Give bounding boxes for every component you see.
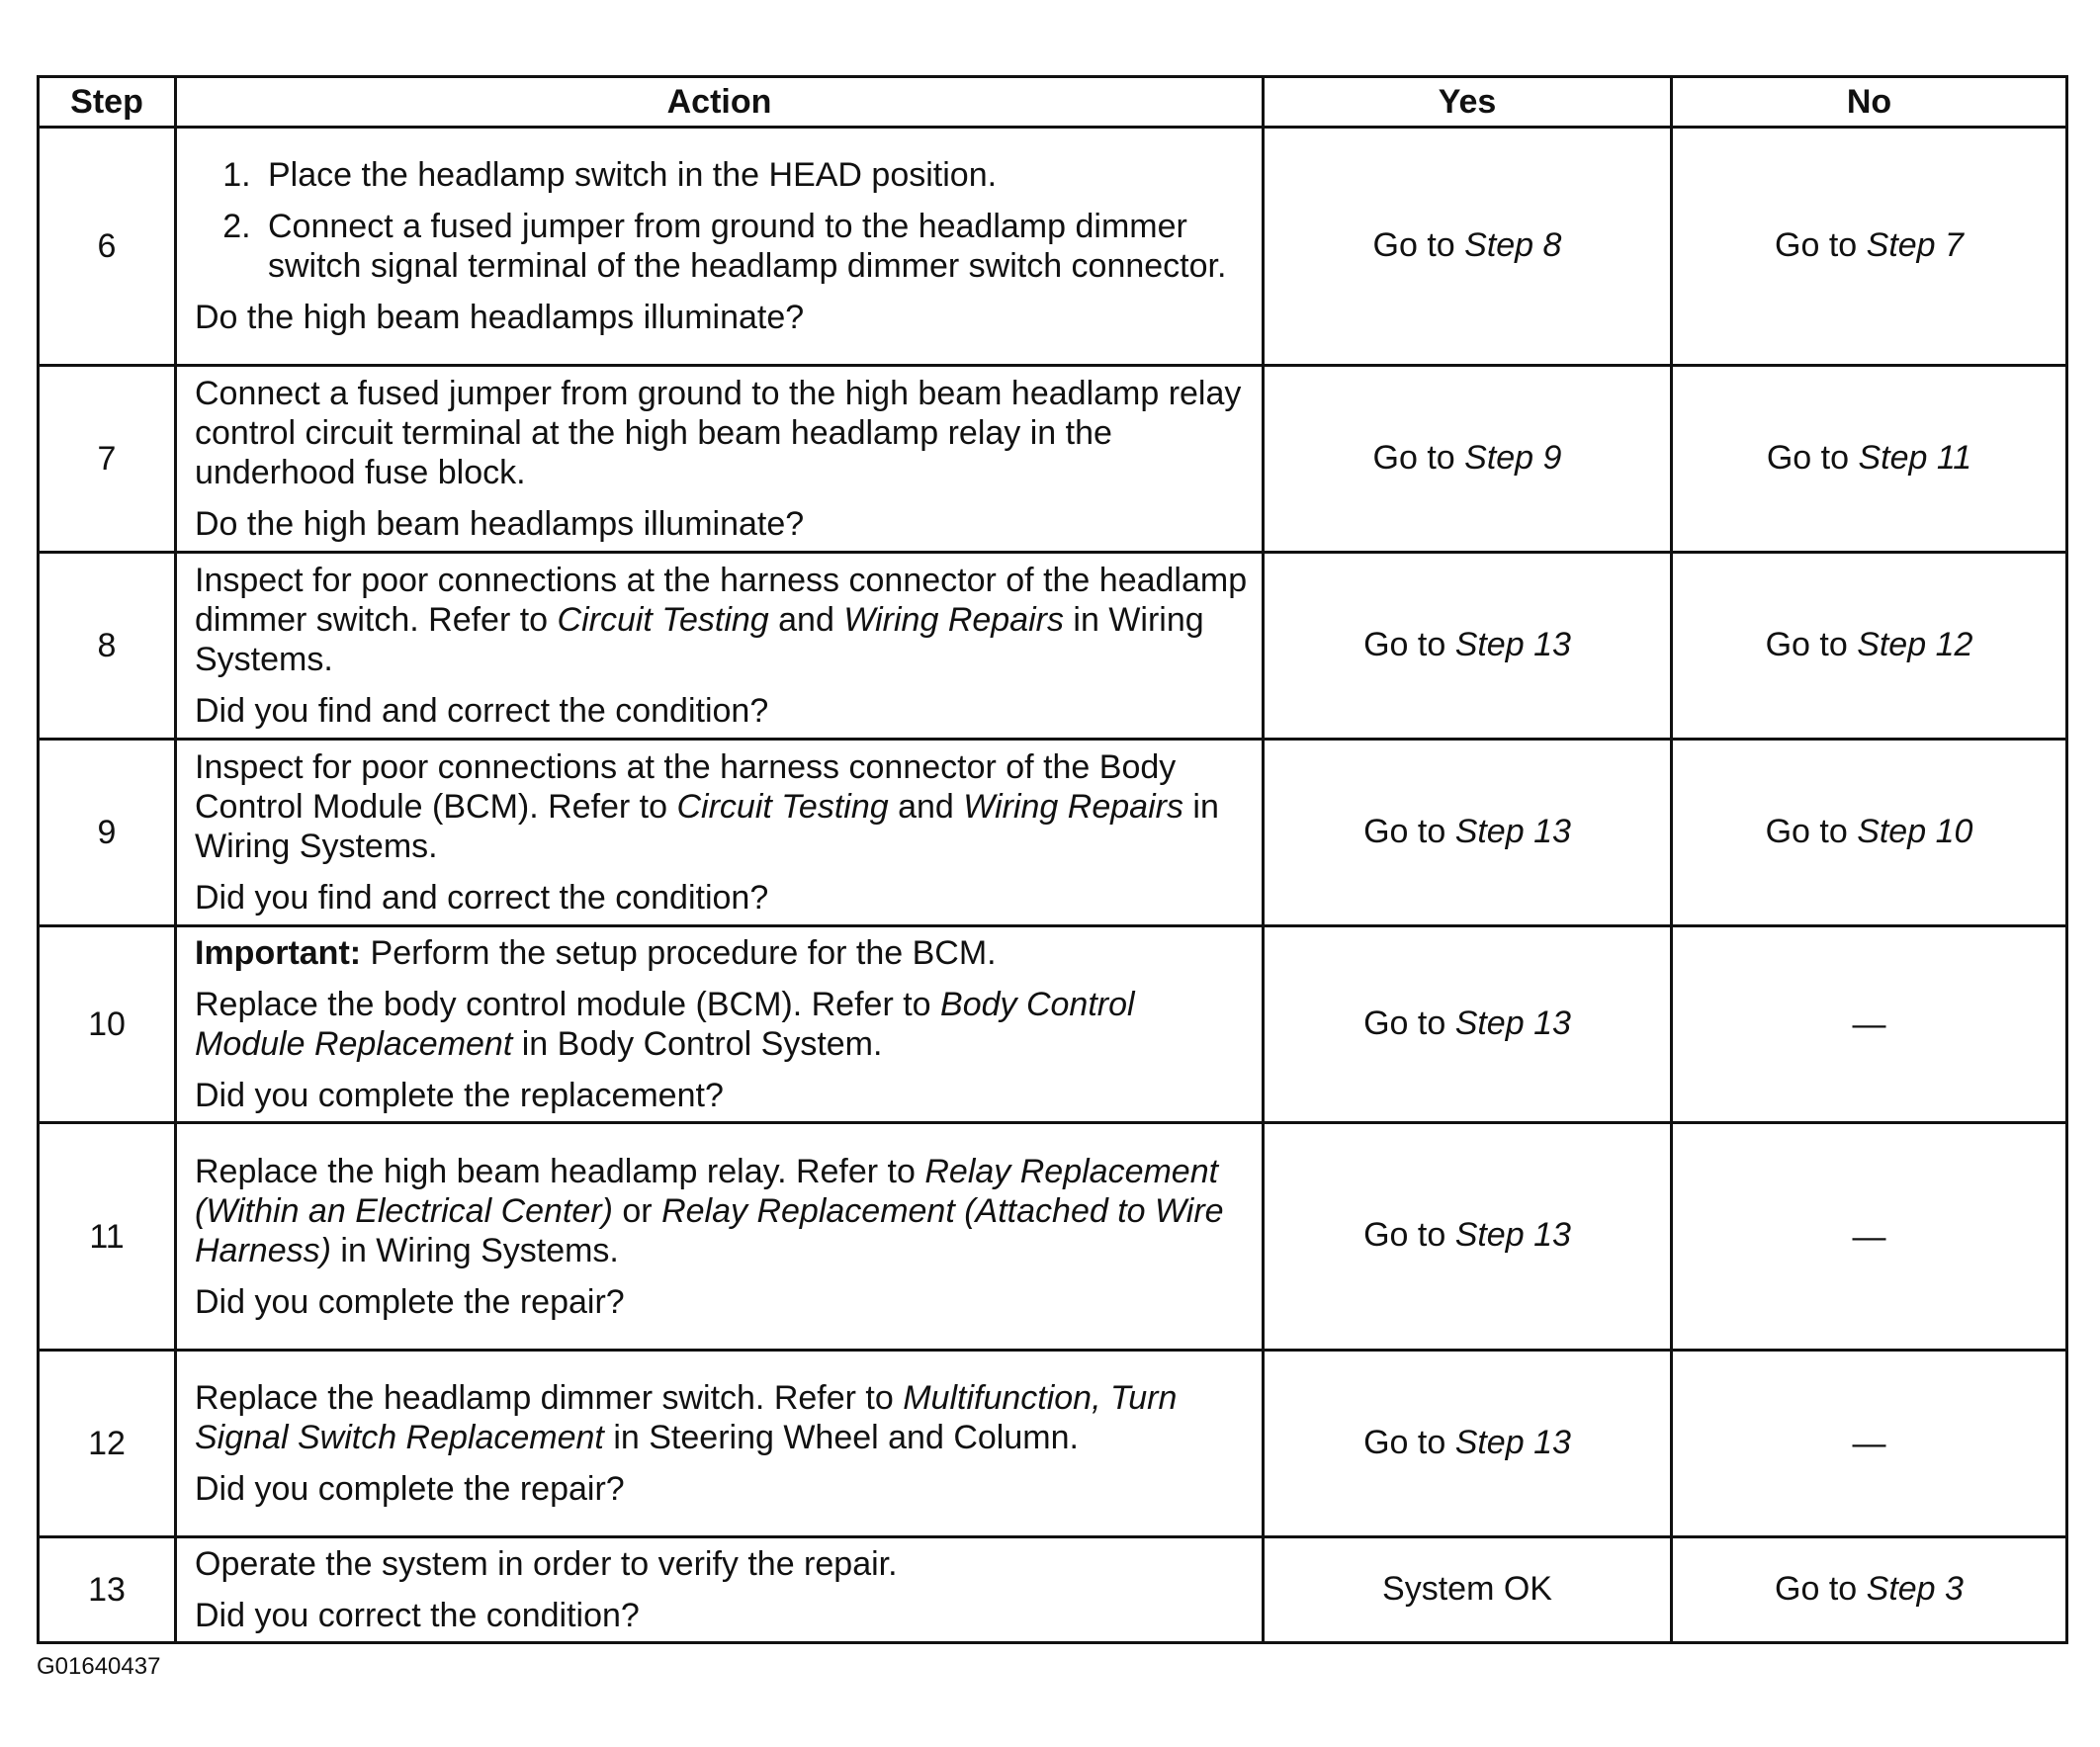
table-row <box>39 553 2067 740</box>
no-step-link[interactable]: Step 10 <box>1857 812 1973 850</box>
step-number: 6 <box>39 128 176 366</box>
yes-step-link[interactable]: Step 13 <box>1454 1423 1571 1461</box>
text-run: Replace the body control module (BCM). Refer to <box>195 986 941 1023</box>
text-run: in Steering Wheel and Column. <box>603 1419 1079 1456</box>
yes-cell <box>1264 926 1672 1123</box>
text-run: and <box>768 601 844 639</box>
action-text <box>195 1378 1250 1457</box>
yes-step-link[interactable]: Step 13 <box>1454 812 1571 850</box>
action-question: Did you complete the repair? <box>195 1282 625 1321</box>
action-question: Did you find and correct the condition? <box>195 692 769 730</box>
action-question: Do the high beam headlamps illuminate? <box>195 299 805 336</box>
reference-link[interactable]: Circuit Testing <box>557 601 769 639</box>
action-subitem: 1. Place the headlamp switch in the HEAD position. <box>260 155 1250 195</box>
no-cell <box>1672 1537 2067 1643</box>
text-run: Inspect for poor connections at the harness connector of the headlamp dimmer switch. Refer to <box>195 562 1248 639</box>
action-text <box>195 747 1250 866</box>
no-prefix: Go to <box>1775 225 1867 264</box>
text-run: or <box>612 1191 662 1230</box>
step-number: 10 <box>39 926 176 1123</box>
action-cell <box>176 553 1264 740</box>
reference-link[interactable]: Body Control Module Replacement <box>195 986 1135 1063</box>
text-run: in Wiring Systems. <box>195 788 1219 865</box>
yes-step-link[interactable]: Step 13 <box>1454 1004 1571 1042</box>
no-step-link[interactable]: Step 11 <box>1858 438 1972 477</box>
no-step-link[interactable]: Step 7 <box>1866 225 1964 264</box>
reference-link[interactable]: Wiring Repairs <box>963 788 1183 826</box>
no-step-link[interactable]: Step 3 <box>1866 1569 1964 1608</box>
yes-step-link[interactable]: Step 8 <box>1464 225 1562 264</box>
reference-link[interactable]: Relay Replacement (Attached to Wire Harness) <box>195 1191 1224 1269</box>
important-note <box>195 933 1250 973</box>
step-number: 13 <box>39 1537 176 1643</box>
action-cell <box>176 926 1264 1123</box>
yes-step-link[interactable]: Step 13 <box>1454 625 1571 663</box>
yes-cell <box>1264 553 1672 740</box>
yes-prefix: Go to <box>1363 1004 1455 1042</box>
action-cell <box>176 1537 1264 1643</box>
action-question: Did you complete the replacement? <box>195 1077 724 1114</box>
action-text <box>195 985 1250 1064</box>
reference-link[interactable]: Circuit Testing <box>676 788 889 826</box>
action-text <box>195 1152 1250 1270</box>
no-prefix: Go to <box>1766 438 1859 477</box>
no-cell: — <box>1672 926 2067 1123</box>
text-run: and <box>888 788 964 826</box>
table-row <box>39 740 2067 926</box>
yes-step-link[interactable]: Step 13 <box>1454 1216 1571 1254</box>
table-row <box>39 926 2067 1123</box>
table-row <box>39 1537 2067 1643</box>
text-run: in Wiring Systems. <box>195 601 1204 678</box>
header-step: Step <box>39 77 176 128</box>
no-cell <box>1672 740 2067 926</box>
important-text: Perform the setup procedure for the BCM. <box>361 934 997 972</box>
important-label: Important: <box>195 934 362 972</box>
no-cell <box>1672 553 2067 740</box>
step-number: 7 <box>39 366 176 553</box>
header-no: No <box>1672 77 2067 128</box>
yes-prefix: Go to <box>1363 625 1455 663</box>
yes-step-link[interactable]: Step 9 <box>1464 438 1562 477</box>
no-prefix: Go to <box>1775 1569 1867 1608</box>
yes-cell <box>1264 740 1672 926</box>
step-number: 12 <box>39 1351 176 1537</box>
action-question: Did you correct the condition? <box>195 1597 640 1634</box>
figure-id: G01640437 <box>37 1653 161 1680</box>
action-sublist <box>195 155 1250 286</box>
header-yes: Yes <box>1264 77 1672 128</box>
diagnostic-table <box>37 75 2068 1644</box>
action-subitem: 2. Connect a fused jumper from ground to the headlamp dimmer switch signal terminal of the headlamp dimmer switch connector. <box>260 207 1250 286</box>
action-text: Operate the system in order to verify the repair. <box>195 1545 898 1583</box>
table-row <box>39 366 2067 553</box>
yes-cell <box>1264 1351 1672 1537</box>
action-question: Did you complete the repair? <box>195 1470 625 1508</box>
reference-link[interactable]: Relay Replacement (Within an Electrical Center) <box>195 1152 1219 1230</box>
action-cell <box>176 740 1264 926</box>
no-step-link[interactable]: Step 12 <box>1857 625 1973 663</box>
action-cell <box>176 128 1264 366</box>
no-cell <box>1672 366 2067 553</box>
text-run: Replace the headlamp dimmer switch. Refer to <box>195 1379 904 1417</box>
action-cell <box>176 1123 1264 1351</box>
reference-link[interactable]: Wiring Repairs <box>843 601 1064 639</box>
yes-prefix: Go to <box>1363 812 1455 850</box>
text-run: Inspect for poor connections at the harness connector of the Body Control Module (BCM). Refer to <box>195 748 1177 826</box>
yes-cell <box>1264 1123 1672 1351</box>
yes-cell <box>1264 366 1672 553</box>
action-question: Do the high beam headlamps illuminate? <box>195 505 805 543</box>
step-number: 11 <box>39 1123 176 1351</box>
reference-link[interactable]: Multifunction, Turn Signal Switch Replacement <box>195 1379 1178 1456</box>
action-text: Connect a fused jumper from ground to the high beam headlamp relay control circuit terminal at the high beam headlamp relay in the underhood fuse block. <box>195 375 1242 491</box>
text-run: in Body Control System. <box>512 1025 883 1063</box>
no-cell: — <box>1672 1351 2067 1537</box>
step-number: 8 <box>39 553 176 740</box>
no-cell: — <box>1672 1123 2067 1351</box>
yes-cell <box>1264 128 1672 366</box>
table-row <box>39 128 2067 366</box>
yes-prefix: Go to <box>1363 1423 1455 1461</box>
yes-cell: System OK <box>1264 1537 1672 1643</box>
yes-prefix: Go to <box>1372 438 1465 477</box>
table-header-row <box>39 77 2067 128</box>
table-row <box>39 1351 2067 1537</box>
yes-prefix: Go to <box>1363 1216 1455 1254</box>
action-text <box>195 561 1250 679</box>
text-run: in Wiring Systems. <box>330 1231 619 1269</box>
action-cell <box>176 1351 1264 1537</box>
action-question: Did you find and correct the condition? <box>195 879 769 917</box>
yes-prefix: Go to <box>1372 225 1465 264</box>
table-row <box>39 1123 2067 1351</box>
header-action: Action <box>176 77 1264 128</box>
no-prefix: Go to <box>1765 812 1858 850</box>
step-number: 9 <box>39 740 176 926</box>
text-run: Replace the high beam headlamp relay. Refer to <box>195 1152 925 1190</box>
action-cell <box>176 366 1264 553</box>
no-cell <box>1672 128 2067 366</box>
no-prefix: Go to <box>1765 625 1858 663</box>
